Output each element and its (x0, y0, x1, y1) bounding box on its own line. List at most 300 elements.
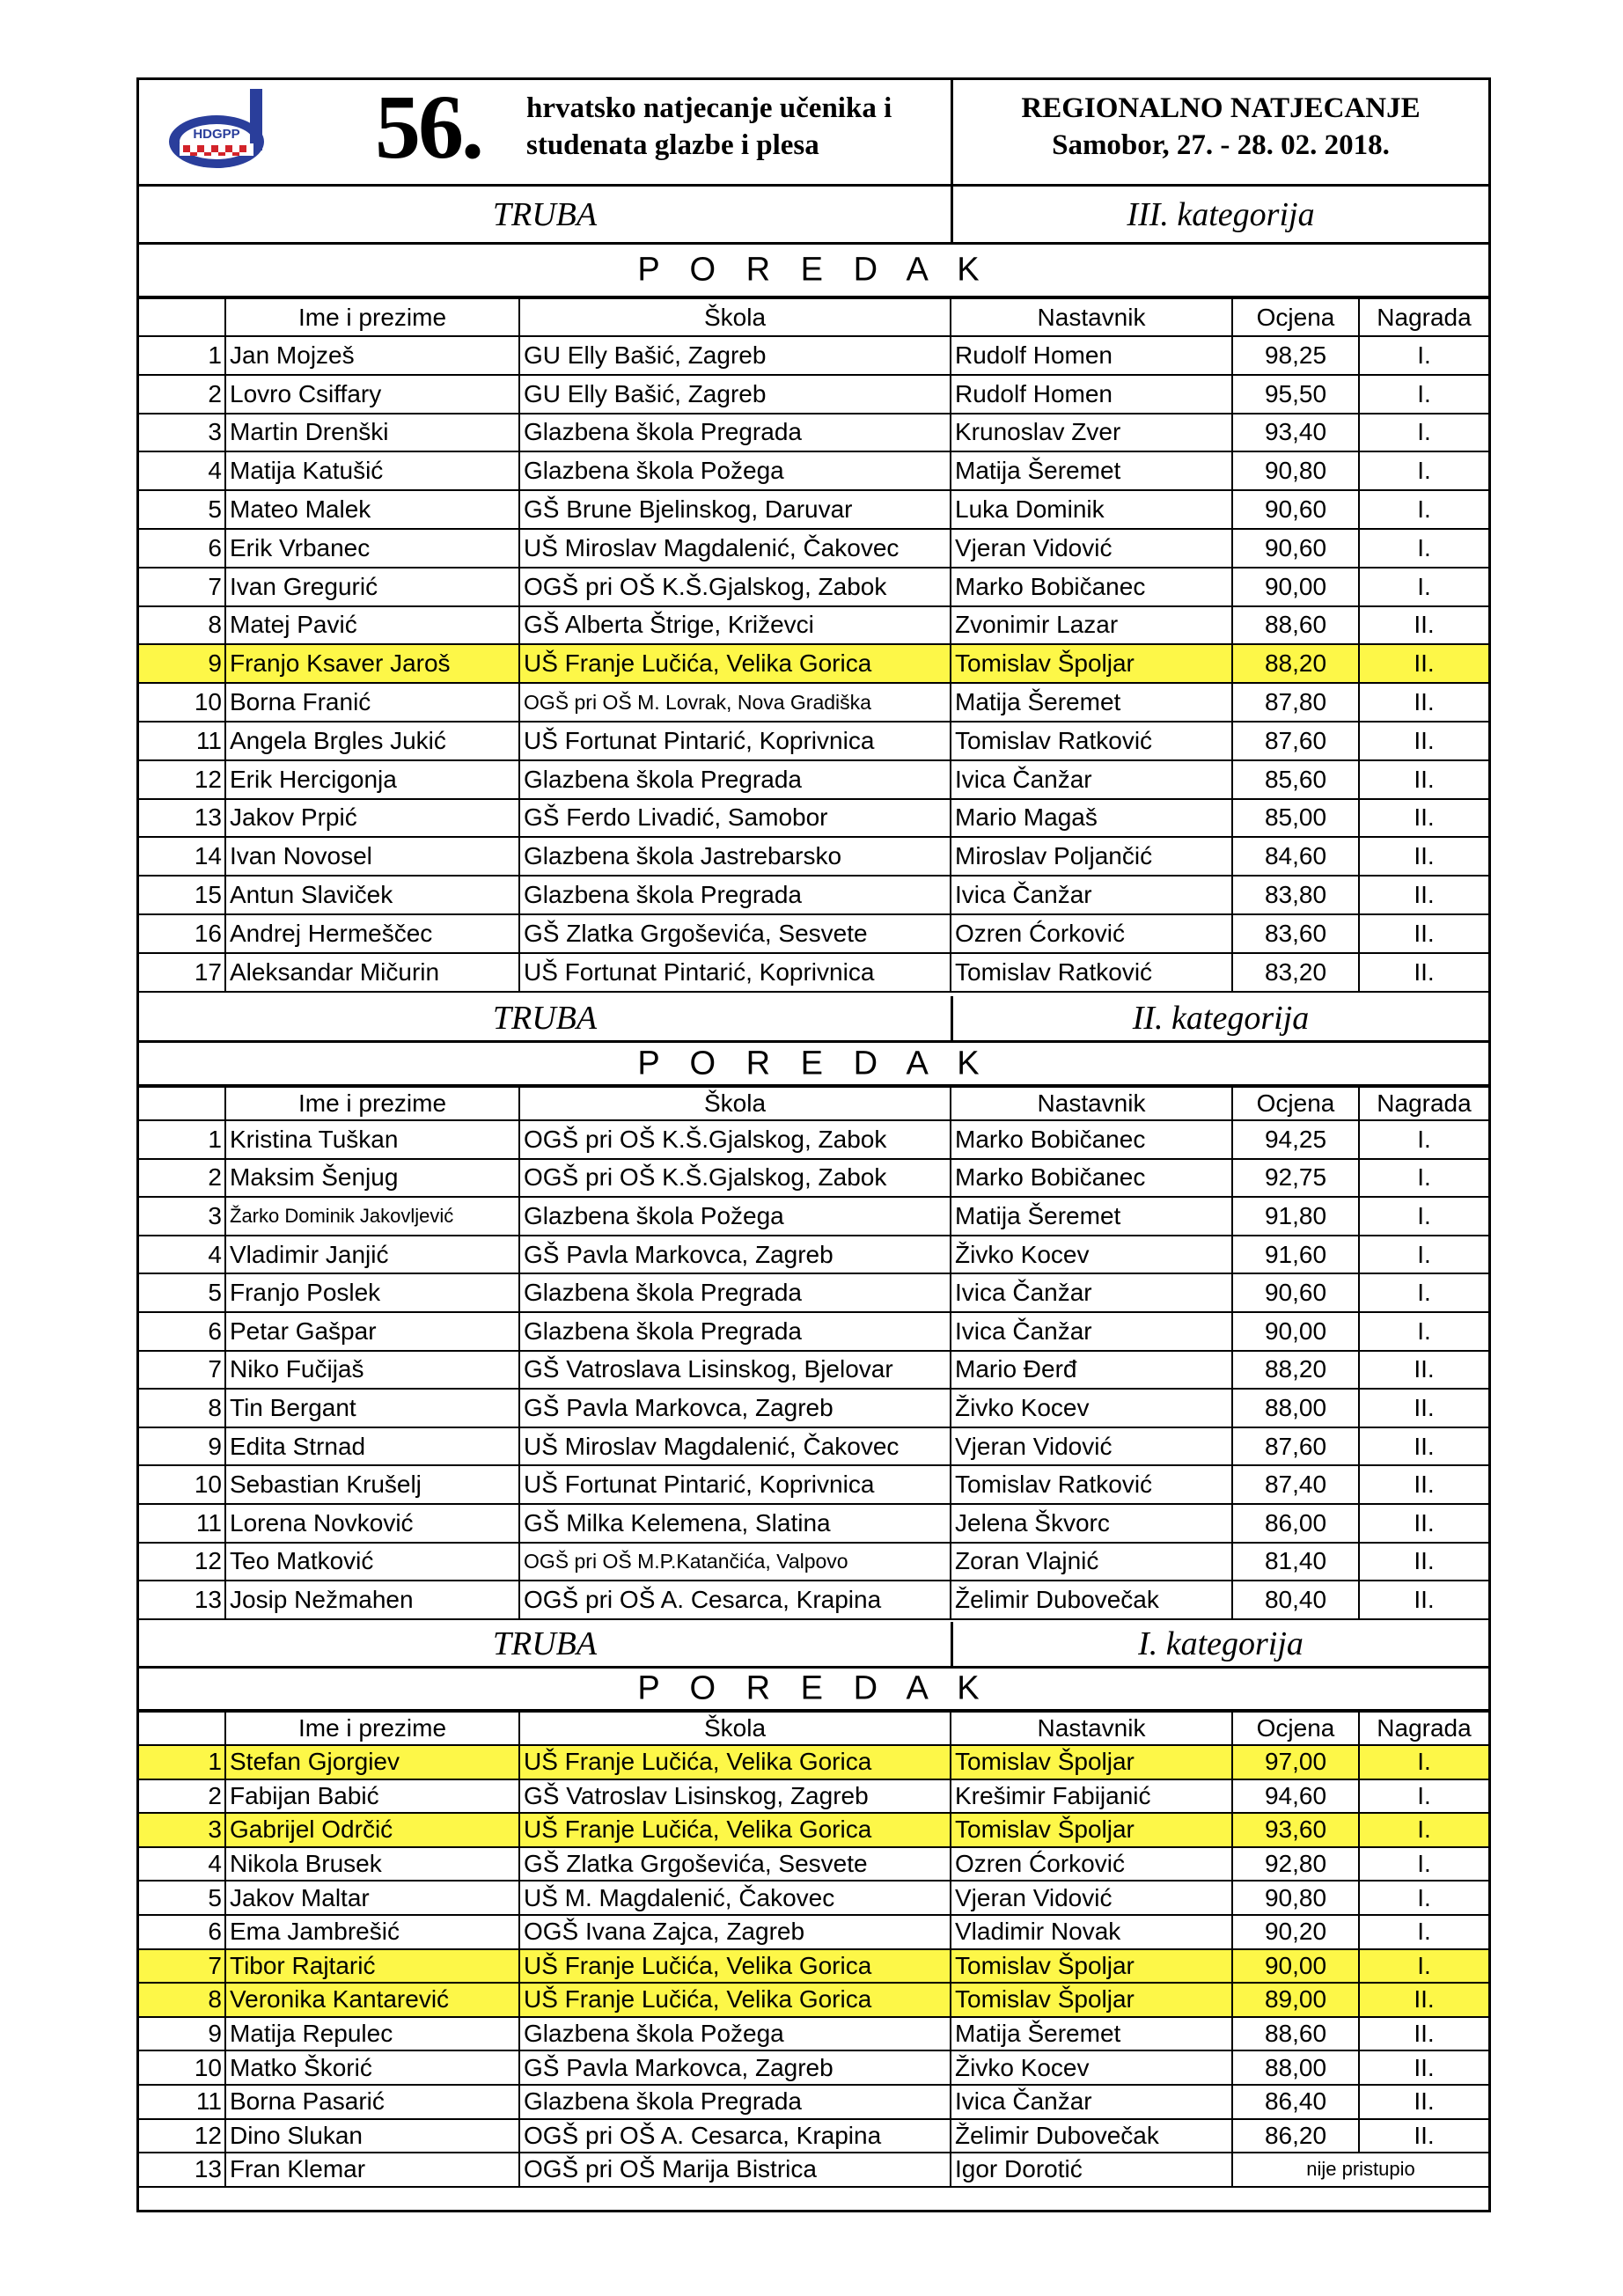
school-cell: UŠ Fortunat Pintarić, Koprivnica (519, 953, 951, 992)
award-header: Nagrada (1359, 298, 1488, 336)
rank-cell: 16 (139, 914, 225, 953)
table-row (139, 1983, 1488, 2017)
event-name: REGIONALNO NATJECANJE (1021, 92, 1421, 124)
grade-cell: 87,60 (1232, 722, 1359, 760)
rank-cell: 10 (139, 2050, 225, 2085)
teacher-cell: Ivica Čanžar (951, 1273, 1232, 1312)
award-cell: II. (1359, 1351, 1488, 1390)
name-header: Ime i prezime (225, 298, 519, 336)
award-cell: II. (1359, 1427, 1488, 1466)
award-cell: I. (1359, 451, 1488, 490)
award-cell: I. (1359, 1159, 1488, 1198)
student-name-cell: Angela Brgles Jukić (225, 722, 519, 760)
grade-cell: 88,20 (1232, 1351, 1359, 1390)
table-row (139, 837, 1488, 876)
grade-cell: 80,40 (1232, 1581, 1359, 1619)
award-cell: II. (1359, 1389, 1488, 1427)
teacher-cell: Vjeran Vidović (951, 1427, 1232, 1466)
rank-cell: 1 (139, 1745, 225, 1779)
table-row (139, 1389, 1488, 1427)
school-cell: OGŠ pri OŠ K.Š.Gjalskog, Zabok (519, 568, 951, 606)
school-cell: Glazbena škola Jastrebarsko (519, 837, 951, 876)
table-row (139, 644, 1488, 683)
category-label: II. kategorija (1132, 1000, 1310, 1037)
grade-cell: 87,80 (1232, 683, 1359, 722)
teacher-cell: Tomislav Špoljar (951, 1983, 1232, 2017)
table-row (139, 414, 1488, 452)
grade-cell: 81,40 (1232, 1543, 1359, 1581)
grade-cell: 86,40 (1232, 2085, 1359, 2119)
student-name-cell: Matija Katušić (225, 451, 519, 490)
section-title-row (139, 996, 1488, 1043)
teacher-cell: Tomislav Ratković (951, 722, 1232, 760)
table-row (139, 683, 1488, 722)
award-cell: I. (1359, 1881, 1488, 1915)
teacher-cell: Ivica Čanžar (951, 760, 1232, 799)
student-name-cell: Josip Nežmahen (225, 1581, 519, 1619)
teacher-cell: Zvonimir Lazar (951, 606, 1232, 645)
table-row (139, 1120, 1488, 1159)
rank-cell: 12 (139, 2119, 225, 2153)
competition-title-line1: hrvatsko natjecanje učenika i (526, 92, 892, 124)
teacher-cell: Miroslav Poljančić (951, 837, 1232, 876)
results-sheet (136, 77, 1491, 2212)
competition-title-line2: studenata glazbe i plesa (526, 129, 819, 161)
award-cell: II. (1359, 1983, 1488, 2017)
teacher-cell: Krešimir Fabijanić (951, 1779, 1232, 1814)
teacher-cell: Vjeran Vidović (951, 1881, 1232, 1915)
table-row (139, 606, 1488, 645)
teacher-cell: Matija Šeremet (951, 2017, 1232, 2051)
table-row (139, 1504, 1488, 1543)
award-cell: I. (1359, 1847, 1488, 1882)
grade-cell: 87,60 (1232, 1427, 1359, 1466)
student-name-cell: Antun Slaviček (225, 876, 519, 914)
grade-cell: 95,50 (1232, 375, 1359, 414)
teacher-cell: Rudolf Homen (951, 336, 1232, 375)
school-cell: Glazbena škola Pregrada (519, 1312, 951, 1351)
student-name-cell: Ivan Novosel (225, 837, 519, 876)
teacher-cell: Igor Dorotić (951, 2153, 1232, 2187)
table-row (139, 1581, 1488, 1619)
rank-cell: 3 (139, 1197, 225, 1236)
student-name-cell: Jakov Prpić (225, 799, 519, 838)
teacher-cell: Tomislav Ratković (951, 1465, 1232, 1504)
rank-header (139, 298, 225, 336)
teacher-header: Nastavnik (951, 298, 1232, 336)
award-cell: I. (1359, 1813, 1488, 1847)
award-cell: II. (1359, 914, 1488, 953)
grade-cell: 91,60 (1232, 1236, 1359, 1274)
grade-cell: 90,80 (1232, 451, 1359, 490)
teacher-cell: Marko Bobičanec (951, 1120, 1232, 1159)
student-name-cell: Borna Pasarić (225, 2085, 519, 2119)
grade-cell: 84,60 (1232, 837, 1359, 876)
teacher-cell: Tomislav Špoljar (951, 644, 1232, 683)
school-cell: OGŠ pri OŠ Marija Bistrica (519, 2153, 951, 2187)
grade-cell: 91,80 (1232, 1197, 1359, 1236)
school-cell: UŠ Fortunat Pintarić, Koprivnica (519, 1465, 951, 1504)
school-cell: GU Elly Bašić, Zagreb (519, 336, 951, 375)
award-cell: I. (1359, 1779, 1488, 1814)
rank-cell: 4 (139, 1236, 225, 1274)
student-name-cell: Tibor Rajtarić (225, 1949, 519, 1984)
school-cell: OGŠ pri OŠ M. Lovrak, Nova Gradiška (519, 683, 951, 722)
school-cell: GU Elly Bašić, Zagreb (519, 375, 951, 414)
ranking-heading-text: P O R E D A K (637, 251, 990, 289)
section-title-row (139, 187, 1488, 245)
teacher-header: Nastavnik (951, 1712, 1232, 1745)
school-cell: GŠ Vatroslava Lisinskog, Bjelovar (519, 1351, 951, 1390)
teacher-cell: Želimir Dubovečak (951, 1581, 1232, 1619)
school-cell: UŠ Franje Lučića, Velika Gorica (519, 1813, 951, 1847)
table-row (139, 1465, 1488, 1504)
teacher-cell: Marko Bobičanec (951, 568, 1232, 606)
grade-cell: 90,00 (1232, 1312, 1359, 1351)
school-cell: UŠ M. Magdalenić, Čakovec (519, 1881, 951, 1915)
student-name-cell: Matija Repulec (225, 2017, 519, 2051)
teacher-cell: Mario Magaš (951, 799, 1232, 838)
table-row (139, 1236, 1488, 1274)
school-header: Škola (519, 1087, 951, 1120)
award-cell: II. (1359, 2085, 1488, 2119)
table-row (139, 1745, 1488, 1779)
school-cell: OGŠ pri OŠ K.Š.Gjalskog, Zabok (519, 1159, 951, 1198)
award-cell: II. (1359, 2017, 1488, 2051)
results-table (139, 297, 1488, 993)
student-name-cell: Vladimir Janjić (225, 1236, 519, 1274)
grade-cell: 92,75 (1232, 1159, 1359, 1198)
table-row (139, 2119, 1488, 2153)
ranking-heading (139, 1043, 1488, 1086)
teacher-cell: Živko Kocev (951, 2050, 1232, 2085)
school-cell: GŠ Pavla Markovca, Zagreb (519, 1236, 951, 1274)
award-cell: I. (1359, 1236, 1488, 1274)
table-row (139, 1881, 1488, 1915)
grade-cell: 90,60 (1232, 529, 1359, 568)
teacher-cell: Živko Kocev (951, 1389, 1232, 1427)
student-name-cell: Andrej Hermeščec (225, 914, 519, 953)
award-cell: I. (1359, 414, 1488, 452)
award-cell: I. (1359, 336, 1488, 375)
award-cell: I. (1359, 1120, 1488, 1159)
grade-cell: 94,25 (1232, 1120, 1359, 1159)
school-cell: GŠ Alberta Štrige, Križevci (519, 606, 951, 645)
student-name-cell: Teo Matković (225, 1543, 519, 1581)
table-row (139, 529, 1488, 568)
grade-header: Ocjena (1232, 298, 1359, 336)
instrument-label: TRUBA (492, 1000, 598, 1037)
rank-cell: 6 (139, 529, 225, 568)
grade-cell: 90,20 (1232, 1915, 1359, 1949)
grade-cell: 92,80 (1232, 1847, 1359, 1882)
student-name-cell: Kristina Tuškan (225, 1120, 519, 1159)
award-cell: II. (1359, 760, 1488, 799)
award-cell: II. (1359, 1504, 1488, 1543)
grade-cell: 88,60 (1232, 606, 1359, 645)
name-header: Ime i prezime (225, 1087, 519, 1120)
teacher-cell: Luka Dominik (951, 490, 1232, 529)
school-cell: Glazbena škola Pregrada (519, 760, 951, 799)
table-row (139, 914, 1488, 953)
award-header: Nagrada (1359, 1712, 1488, 1745)
grade-cell: 97,00 (1232, 1745, 1359, 1779)
section-title-row (139, 1622, 1488, 1669)
student-name-cell: Matej Pavić (225, 606, 519, 645)
table-row (139, 722, 1488, 760)
grade-cell: 85,60 (1232, 760, 1359, 799)
table-row (139, 2050, 1488, 2085)
rank-cell: 15 (139, 876, 225, 914)
teacher-cell: Tomislav Špoljar (951, 1949, 1232, 1984)
school-cell: OGŠ pri OŠ A. Cesarca, Krapina (519, 2119, 951, 2153)
rank-cell: 1 (139, 336, 225, 375)
student-name-cell: Martin Drenški (225, 414, 519, 452)
award-cell: II. (1359, 2050, 1488, 2085)
school-cell: GŠ Vatroslav Lisinskog, Zagreb (519, 1779, 951, 1814)
school-cell: UŠ Franje Lučića, Velika Gorica (519, 1949, 951, 1984)
award-cell: I. (1359, 529, 1488, 568)
table-row (139, 336, 1488, 375)
teacher-cell: Mario Đerđ (951, 1351, 1232, 1390)
student-name-cell: Veronika Kantarević (225, 1983, 519, 2017)
teacher-cell: Ivica Čanžar (951, 876, 1232, 914)
student-name-cell: Aleksandar Mičurin (225, 953, 519, 992)
award-cell: II. (1359, 2119, 1488, 2153)
edition-number: 56. (375, 77, 481, 178)
teacher-cell: Krunoslav Zver (951, 414, 1232, 452)
school-cell: Glazbena škola Požega (519, 2017, 951, 2051)
teacher-cell: Vjeran Vidović (951, 529, 1232, 568)
table-row (139, 1779, 1488, 1814)
instrument-label: TRUBA (492, 195, 598, 233)
student-name-cell: Petar Gašpar (225, 1312, 519, 1351)
event-place-date: Samobor, 27. - 28. 02. 2018. (1052, 129, 1390, 161)
school-cell: GŠ Pavla Markovca, Zagreb (519, 2050, 951, 2085)
student-name-cell: Jan Mojzeš (225, 336, 519, 375)
rank-cell: 9 (139, 644, 225, 683)
teacher-cell: Matija Šeremet (951, 451, 1232, 490)
rank-cell: 8 (139, 1389, 225, 1427)
table-row (139, 1197, 1488, 1236)
student-name-cell: Tin Bergant (225, 1389, 519, 1427)
grade-cell: 88,00 (1232, 2050, 1359, 2085)
school-cell: OGŠ pri OŠ M.P.Katančića, Valpovo (519, 1543, 951, 1581)
award-cell: II. (1359, 953, 1488, 992)
rank-cell: 10 (139, 1465, 225, 1504)
student-name-cell: Stefan Gjorgiev (225, 1745, 519, 1779)
teacher-cell: Rudolf Homen (951, 375, 1232, 414)
results-table (139, 1711, 1488, 2188)
student-name-cell: Matko Škorić (225, 2050, 519, 2085)
ranking-heading-text: P O R E D A K (637, 1045, 990, 1082)
table-row (139, 451, 1488, 490)
award-cell: II. (1359, 1543, 1488, 1581)
student-name-cell: Fran Klemar (225, 2153, 519, 2187)
rank-cell: 1 (139, 1120, 225, 1159)
school-cell: OGŠ pri OŠ K.Š.Gjalskog, Zabok (519, 1120, 951, 1159)
award-cell: II. (1359, 606, 1488, 645)
rank-cell: 2 (139, 1159, 225, 1198)
school-cell: UŠ Franje Lučića, Velika Gorica (519, 1983, 951, 2017)
student-name-cell: Ema Jambrešić (225, 1915, 519, 1949)
teacher-cell: Marko Bobičanec (951, 1159, 1232, 1198)
grade-cell: 93,40 (1232, 414, 1359, 452)
grade-cell: 90,60 (1232, 490, 1359, 529)
award-cell: II. (1359, 837, 1488, 876)
rank-cell: 2 (139, 1779, 225, 1814)
school-cell: UŠ Franje Lučića, Velika Gorica (519, 644, 951, 683)
student-name-cell: Lorena Novković (225, 1504, 519, 1543)
school-cell: GŠ Ferdo Livadić, Samobor (519, 799, 951, 838)
svg-text:HDGPP: HDGPP (193, 127, 240, 142)
grade-cell: 86,00 (1232, 1504, 1359, 1543)
table-row (139, 1847, 1488, 1882)
table-row (139, 1159, 1488, 1198)
table-row (139, 1273, 1488, 1312)
award-cell: I. (1359, 375, 1488, 414)
rank-cell: 13 (139, 1581, 225, 1619)
award-cell: I. (1359, 1745, 1488, 1779)
school-cell: Glazbena škola Pregrada (519, 2085, 951, 2119)
rank-cell: 10 (139, 683, 225, 722)
table-row (139, 1949, 1488, 1984)
school-cell: Glazbena škola Pregrada (519, 876, 951, 914)
grade-header: Ocjena (1232, 1087, 1359, 1120)
student-name-cell: Dino Slukan (225, 2119, 519, 2153)
rank-cell: 4 (139, 1847, 225, 1882)
grade-cell: 88,20 (1232, 644, 1359, 683)
rank-cell: 8 (139, 1983, 225, 2017)
ranking-heading (139, 1669, 1488, 1711)
teacher-cell: Matija Šeremet (951, 683, 1232, 722)
student-name-cell: Franjo Poslek (225, 1273, 519, 1312)
rank-cell: 17 (139, 953, 225, 992)
school-cell: GŠ Zlatka Grgoševića, Sesvete (519, 914, 951, 953)
award-header: Nagrada (1359, 1087, 1488, 1120)
school-cell: Glazbena škola Pregrada (519, 1273, 951, 1312)
grade-cell: 86,20 (1232, 2119, 1359, 2153)
school-cell: GŠ Milka Kelemena, Slatina (519, 1504, 951, 1543)
grade-cell: 83,20 (1232, 953, 1359, 992)
name-header: Ime i prezime (225, 1712, 519, 1745)
grade-cell: 90,00 (1232, 568, 1359, 606)
award-cell: I. (1359, 490, 1488, 529)
teacher-cell: Vladimir Novak (951, 1915, 1232, 1949)
table-row (139, 568, 1488, 606)
school-cell: GŠ Brune Bjelinskog, Daruvar (519, 490, 951, 529)
student-name-cell: Maksim Šenjug (225, 1159, 519, 1198)
grade-cell: 90,00 (1232, 1949, 1359, 1984)
rank-cell: 11 (139, 722, 225, 760)
ranking-heading (139, 245, 1488, 297)
teacher-cell: Tomislav Špoljar (951, 1813, 1232, 1847)
table-row (139, 760, 1488, 799)
rank-header (139, 1712, 225, 1745)
student-name-cell: Mateo Malek (225, 490, 519, 529)
teacher-cell: Ivica Čanžar (951, 2085, 1232, 2119)
student-name-cell: Borna Franić (225, 683, 519, 722)
grade-cell: 89,00 (1232, 1983, 1359, 2017)
teacher-header: Nastavnik (951, 1087, 1232, 1120)
rank-cell: 6 (139, 1915, 225, 1949)
table-row (139, 876, 1488, 914)
school-cell: Glazbena škola Požega (519, 1197, 951, 1236)
student-name-cell: Gabrijel Odrčić (225, 1813, 519, 1847)
rank-cell: 6 (139, 1312, 225, 1351)
student-name-cell: Fabijan Babić (225, 1779, 519, 1814)
teacher-cell: Jelena Škvorc (951, 1504, 1232, 1543)
award-cell: II. (1359, 799, 1488, 838)
teacher-cell: Ozren Ćorković (951, 1847, 1232, 1882)
student-name-cell: Sebastian Krušelj (225, 1465, 519, 1504)
school-cell: UŠ Franje Lučića, Velika Gorica (519, 1745, 951, 1779)
school-header: Škola (519, 298, 951, 336)
student-name-cell: Lovro Csiffary (225, 375, 519, 414)
rank-cell: 14 (139, 837, 225, 876)
table-row (139, 1543, 1488, 1581)
note-cell: nije pristupio (1232, 2153, 1488, 2187)
instrument-label: TRUBA (492, 1625, 598, 1662)
student-name-cell: Franjo Ksaver Jaroš (225, 644, 519, 683)
award-cell: II. (1359, 876, 1488, 914)
table-row (139, 1813, 1488, 1847)
award-cell: I. (1359, 1915, 1488, 1949)
student-name-cell: Žarko Dominik Jakovljević (225, 1197, 519, 1236)
award-cell: I. (1359, 1273, 1488, 1312)
ranking-heading-text: P O R E D A K (637, 1669, 990, 1707)
student-name-cell: Ivan Gregurić (225, 568, 519, 606)
school-cell: Glazbena škola Pregrada (519, 414, 951, 452)
rank-cell: 11 (139, 2085, 225, 2119)
teacher-cell: Ozren Ćorković (951, 914, 1232, 953)
student-name-cell: Nikola Brusek (225, 1847, 519, 1882)
rank-cell: 5 (139, 1881, 225, 1915)
document-header (139, 77, 1488, 187)
award-cell: I. (1359, 1312, 1488, 1351)
category-label: III. kategorija (1127, 195, 1315, 233)
teacher-cell: Želimir Dubovečak (951, 2119, 1232, 2153)
rank-cell: 3 (139, 414, 225, 452)
rank-cell: 4 (139, 451, 225, 490)
rank-cell: 13 (139, 2153, 225, 2187)
rank-cell: 9 (139, 1427, 225, 1466)
rank-cell: 12 (139, 1543, 225, 1581)
teacher-cell: Ivica Čanžar (951, 1312, 1232, 1351)
rank-cell: 3 (139, 1813, 225, 1847)
grade-cell: 94,60 (1232, 1779, 1359, 1814)
teacher-cell: Matija Šeremet (951, 1197, 1232, 1236)
table-row (139, 1351, 1488, 1390)
table-row (139, 2017, 1488, 2051)
table-row (139, 1312, 1488, 1351)
rank-cell: 7 (139, 1351, 225, 1390)
award-cell: II. (1359, 1465, 1488, 1504)
grade-cell: 90,60 (1232, 1273, 1359, 1312)
table-row (139, 1915, 1488, 1949)
rank-cell: 7 (139, 568, 225, 606)
rank-cell: 13 (139, 799, 225, 838)
table-row (139, 1427, 1488, 1466)
teacher-cell: Živko Kocev (951, 1236, 1232, 1274)
student-name-cell: Niko Fučijaš (225, 1351, 519, 1390)
grade-header: Ocjena (1232, 1712, 1359, 1745)
grade-cell: 98,25 (1232, 336, 1359, 375)
grade-cell: 83,60 (1232, 914, 1359, 953)
school-header: Škola (519, 1712, 951, 1745)
teacher-cell: Tomislav Ratković (951, 953, 1232, 992)
school-cell: UŠ Miroslav Magdalenić, Čakovec (519, 1427, 951, 1466)
